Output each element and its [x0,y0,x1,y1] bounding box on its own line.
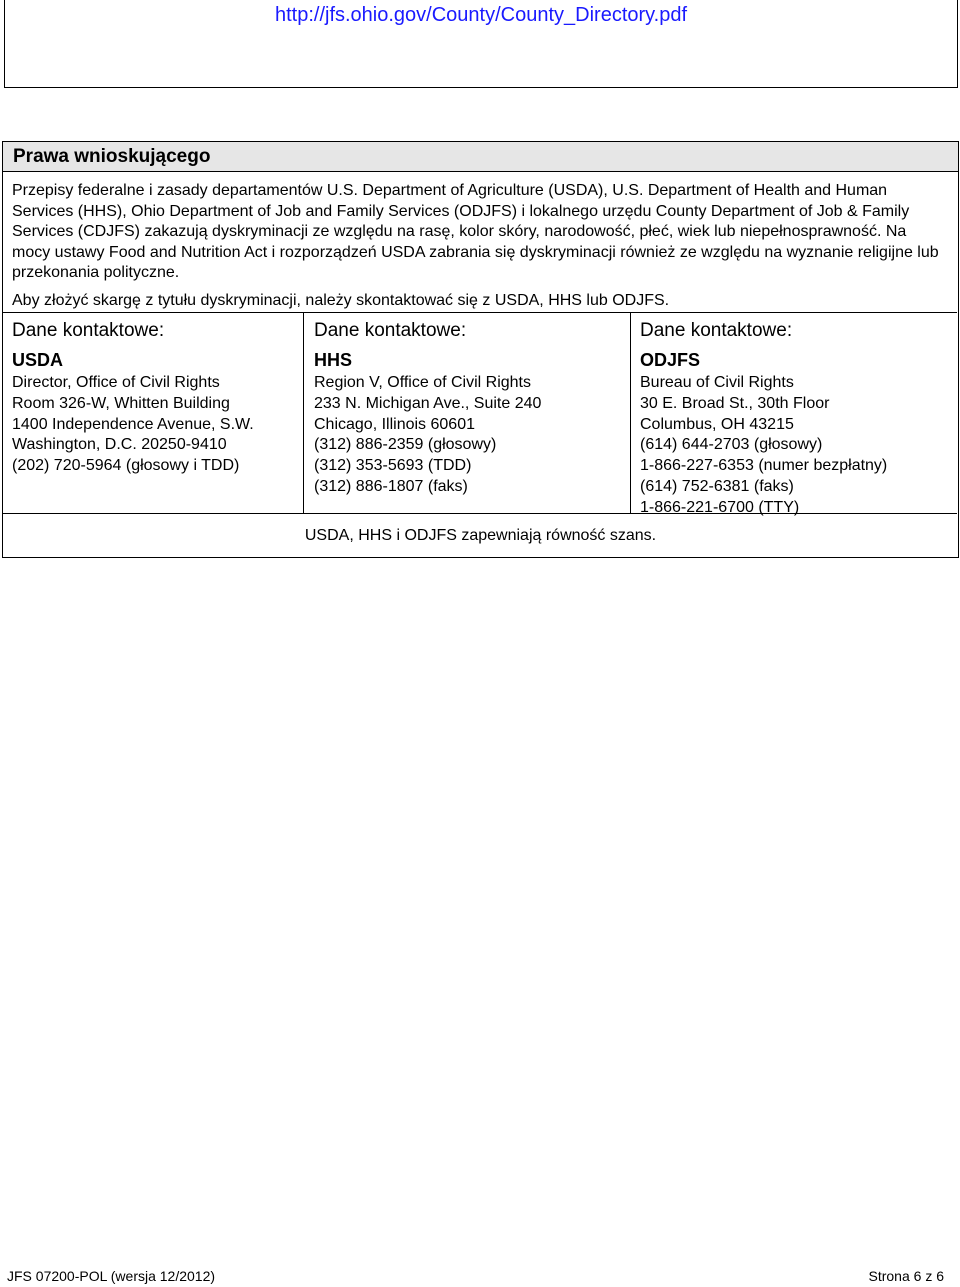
address-line: 233 N. Michigan Ave., Suite 240 [314,394,542,412]
phone-line: (312) 353-5693 (TDD) [314,457,472,475]
contact-column-hhs [303,313,631,513]
phone-line: (312) 886-2359 (głosowy) [314,436,497,454]
previous-section-box [4,0,958,88]
phone-line: (202) 720-5964 (głosowy i TDD) [12,457,240,475]
address-line: Chicago, Illinois 60601 [314,415,475,433]
address-line: Columbus, OH 43215 [640,415,794,433]
address-line: 30 E. Broad St., 30th Floor [640,394,830,412]
agency-name: USDA [12,350,64,370]
agency-name: HHS [314,350,353,370]
contact-column-odjfs [631,313,957,516]
county-directory-link[interactable]: http://jfs.ohio.gov/County/County_Directory.pdf [274,4,688,26]
address-line: Director, Office of Civil Rights [12,374,220,391]
complaint-paragraph: Aby złożyć skargę z tytułu dyskryminacji, należy skontaktować się z USDA, HHS lub ODJFS. [12,292,670,309]
discrimination-paragraph: Przepisy federalne i zasady departamentów U.S. Department of Agriculture (USDA), U.S. Department of Health and Human Services (HHS), Ohio Department of Job and Family Services (ODJFS) i lokalnego urzędu County Department of Job & Family Services (CDJFS) zakazują dyskryminacji ze względu na rasę, kolor skóry, narodowość, płeć, wiek lub niepełnosprawność. Na mocy ustawy Food and Nutrition Act i rozporządzeń USDA zabrania się dyskryminacji również ze względu na wyznanie religijne lub przekonania polityczne. [12,182,939,282]
phone-line: (614) 644-2703 (głosowy) [640,436,823,454]
page-number: Strona 6 z 6 [868,1268,944,1284]
applicant-rights-section [2,141,959,558]
fax-line: (312) 886-1807 (faks) [314,477,468,495]
section-title: Prawa wnioskującego [3,142,958,172]
fax-line: (614) 752-6381 (faks) [640,477,794,495]
tty-line: 1-866-221-6700 (TTY) [640,498,800,516]
phone-line: 1-866-227-6353 (numer bezpłatny) [640,457,888,475]
address-line: Room 326-W, Whitten Building [12,394,230,412]
agency-name: ODJFS [640,350,701,370]
contact-heading: Dane kontaktowe: [314,320,467,341]
form-id: JFS 07200-POL (wersja 12/2012) [7,1268,216,1284]
address-line: Washington, D.C. 20250-9410 [12,436,227,454]
address-line: 1400 Independence Avenue, S.W. [12,415,254,433]
contact-heading: Dane kontaktowe: [640,320,793,341]
contacts-table [3,312,957,514]
address-line: Bureau of Civil Rights [640,374,794,391]
address-line: Region V, Office of Civil Rights [314,374,531,391]
contact-column-usda [3,313,303,513]
equal-opportunity-note: USDA, HHS i ODJFS zapewniają równość szans. [304,527,657,544]
contact-heading: Dane kontaktowe: [12,320,165,341]
